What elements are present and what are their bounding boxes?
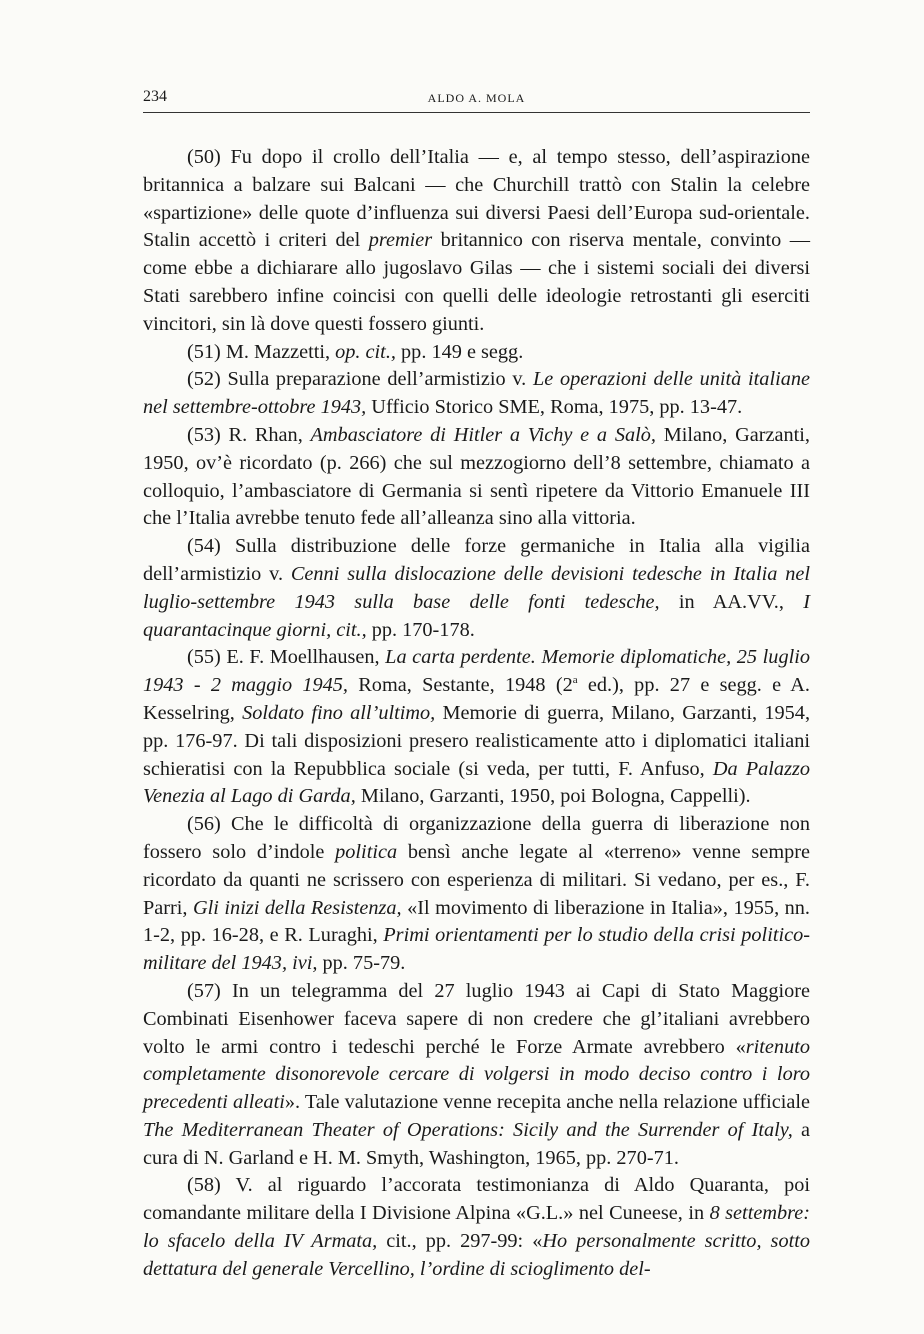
italic-text: The Mediterranean Theater of Operations: Sicily and the Surrender of Italy, xyxy=(143,1118,793,1141)
footnote xyxy=(143,144,810,339)
italic-text: Gli inizi della Resistenza, xyxy=(193,896,402,919)
note-text: (53) R. Rhan, xyxy=(187,423,311,446)
note-text: (54) Sulla distribuzione delle forze germaniche in Italia alla vigilia dell’armistizio v. xyxy=(143,535,810,585)
footnotes-section xyxy=(143,144,810,1284)
footnote xyxy=(143,644,810,811)
italic-text: La carta perdente. Memorie diplomatiche, 25 luglio 1943 - 2 maggio 1945, xyxy=(143,646,810,697)
note-text: a cura di N. Garland e H. M. Smyth, Washington, 1965, pp. 270-71. xyxy=(143,1118,810,1169)
note-text: (52) Sulla preparazione dell’armistizio v. xyxy=(187,368,533,391)
note-text: pp. 170-178. xyxy=(366,618,475,641)
footnote xyxy=(143,366,810,422)
note-text: ed.), pp. 27 e segg. e A. Kesselring, xyxy=(143,674,810,724)
italic-text: Da Palazzo Venezia al Lago di Garda, xyxy=(143,757,811,808)
note-text: bensì anche legate al «terreno» venne sempre ricordato da quanti ne scrissero con esperienza di militari. Si vedano, per es., F. Parri, xyxy=(143,840,811,919)
note-text: (51) M. Mazzetti, xyxy=(187,340,336,363)
italic-text: 8 settembre: lo sfacelo della IV Armata, xyxy=(143,1202,811,1253)
note-text: Memorie di guerra, Milano, Garzanti, 1954, pp. 176-97. Di tali disposizioni presero realisticamente atto i diplomatici italiani schieratisi con la Repubblica sociale (si veda, per tutti, F. Anfuso, xyxy=(143,701,811,780)
note-text: cit., pp. 297-99: « xyxy=(377,1230,543,1253)
italic-text: Le operazioni delle unità italiane nel settembre-ottobre 1943, xyxy=(143,368,810,419)
italic-text: op. cit., xyxy=(335,340,396,363)
italic-text: Soldato fino all’ultimo, xyxy=(242,701,436,724)
note-text: Ufficio Storico SME, Roma, 1975, pp. 13-47. xyxy=(366,396,743,419)
italic-text: Ho personalmente scritto, sotto dettatura del generale Vercellino, l’ordine di scioglimento del- xyxy=(143,1230,810,1280)
note-text: britannico con riserva mentale, convinto — come ebbe a dichiarare allo jugoslavo Gilas — che i sistemi sociali dei diversi Stati sarebbero infine coincisi con quelli delle ideologie retrostanti gli eserciti vincitori, sin là dove questi fossero giunti. xyxy=(143,229,810,335)
note-text: (50) Fu dopo il crollo dell’Italia — e, al tempo stesso, dell’aspirazione britannica a balzare sui Balcani — che Churchill trattò con Stalin la celebre «spartizione» delle quote d’influenza sui diversi Paesi dell’Europa sud-orientale. Stalin accettò i criteri del xyxy=(143,146,810,252)
italic-text: Ambasciatore di Hitler a Vichy e a Salò, xyxy=(310,423,656,446)
italic-text: ritenuto completamente disonorevole cercare di volgersi in modo deciso contro i loro precedenti alleati xyxy=(143,1035,810,1114)
italic-text: politica xyxy=(335,840,398,863)
superscript: a xyxy=(572,674,578,687)
page-number: 234 xyxy=(143,88,167,105)
page-header xyxy=(143,88,810,113)
note-text: ». Tale valutazione venne recepita anche nella relazione ufficiale xyxy=(284,1091,810,1114)
note-text: (57) In un telegramma del 27 luglio 1943 ai Capi di Stato Maggiore Combinati Eisenhower faceva sapere di non credere che gl’italiani avrebbero volto le armi contro i tedeschi perché le Forze Armate avrebbero « xyxy=(143,979,810,1058)
note-text: pp. 75-79. xyxy=(317,952,406,975)
italic-text: I quarantacinque giorni, cit., xyxy=(143,590,810,641)
footnote xyxy=(143,339,810,367)
note-text: «Il movimento di liberazione in Italia», 1955, nn. 1-2, pp. 16-28, e R. Luraghi, xyxy=(143,896,810,947)
footnote xyxy=(143,811,810,978)
note-text: (58) V. al riguardo l’accorata testimonianza di Aldo Quaranta, poi comandante militare della I Divisione Alpina «G.L.» nel Cuneese, in xyxy=(143,1174,810,1225)
footnote xyxy=(143,1172,810,1283)
footnote xyxy=(143,533,810,644)
italic-text: premier xyxy=(368,229,433,252)
note-text: Milano, Garzanti, 1950, ov’è ricordato (p. 266) che sul mezzogiorno dell’8 settembre, chiamato a colloquio, l’ambasciatore di Germania si sentì ripetere da Vittorio Emanuele III che l’Italia avrebbe tenuto fede all’alleanza sino alla vittoria. xyxy=(143,423,810,530)
footnote xyxy=(143,978,810,1173)
italic-text: Primi orientamenti per lo studio della crisi politico-militare del 1943, ivi, xyxy=(143,924,810,975)
note-text: (55) E. F. Moellhausen, xyxy=(187,646,386,669)
note-text: Milano, Garzanti, 1950, poi Bologna, Cappelli). xyxy=(355,785,751,808)
note-text: Roma, Sestante, 1948 (2 xyxy=(348,674,573,697)
note-text: pp. 149 e segg. xyxy=(395,340,524,363)
footnote xyxy=(143,422,810,533)
italic-text: Cenni sulla dislocazione delle devisioni tedesche in Italia nel luglio-settembre 1943 sulla base delle fonti tedesche, xyxy=(143,562,810,613)
note-text: in AA.VV., xyxy=(659,590,804,613)
running-head: ALDO A. MOLA xyxy=(427,91,526,105)
note-text: (56) Che le difficoltà di organizzazione della guerra di liberazione non fossero solo d’indole xyxy=(143,813,810,863)
